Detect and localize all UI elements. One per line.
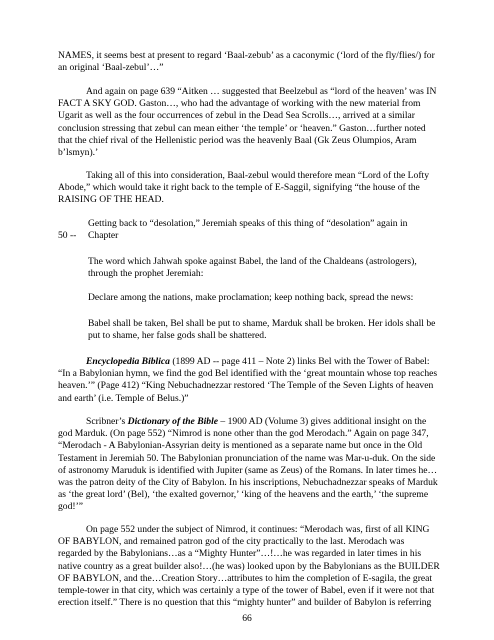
encyclopedia-title: Encyclopedia Biblica [86, 356, 170, 367]
chapter-reference: 50 -- [58, 230, 77, 241]
paragraph-5 [58, 356, 440, 405]
paragraph-6 [58, 416, 440, 514]
dictionary-title: Dictionary of the Bible [127, 416, 218, 427]
paragraph-6-prefix: Scribner’s [86, 416, 128, 427]
quote-3: Babel shall be taken, Bel shall be put to shame, Marduk shall be broken. Her idols shall be put to shame, her false gods shall be shattered. [88, 318, 436, 342]
quote-2: Declare among the nations, make proclamation; keep nothing back, spread the news: [88, 292, 414, 303]
paragraph-5-body: (1899 AD -- page 411 – Note 2) links Bel with the Tower of Babel: “In a Babylonian hymn, we find the god Bel identified with the ‘great mountain whose top reaches heaven.’” (Page 412) “King Nebuchadnezzar restored ‘The Temple of the Seven Lights of heaven and earth’ (i.e. Temple of Belus.)” [58, 356, 438, 404]
paragraph-2: And again on page 639 “Aitken … suggested that Beelzebul as “lord of the heaven’ was IN FACT A SKY GOD. Gaston…, who had the advantage of working with the new material from Ugarit as well as the four occurrences of zebul in the Dead Sea Scrolls…, arrived at a similar conclusion stressing that zebul can mean either ‘the temple’ or ‘heaven.” Gaston…further noted that the chief rival of the Hellenistic period was the heavenly Baal (Gk Zeus Olumpios, Aram b’lsmyn).’ [58, 86, 437, 159]
page-number: 66 [242, 613, 252, 624]
quote-1: The word which Jahwah spoke against Babel, the land of the Chaldeans (astrologers), through the prophet Jeremiah: [88, 256, 417, 280]
paragraph-3: Taking all of this into consideration, Baal-zebul would therefore mean “Lord of the Lofty Abode,” which would take it right back to the temple of E-Saggil, signifying “the house of the RAISING OF THE HEAD. [58, 170, 429, 206]
paragraph-4: Getting back to “desolation,” Jeremiah speaks of this thing of “desolation” again in Chapter [88, 218, 408, 242]
paragraph-7: On page 552 under the subject of Nimrod, it continues: “Merodach was, first of all KING OF BABYLON, and remained patron god of the city practically to the last. Merodach was regarded by the Babylonians…as a “Mighty Hunter”…!…he was regarded in later times in his native country as a great builder also!…(he was) looked upon by the Babylonians as the BUILDER OF BABYLON, and the…Creation Story…attributes to him the completion of E-sagila, the great temple-tower in that city, which was certainly a type of the tower of Babel, even if it were not that erection itself.” There is no question that this “mighty hunter” and builder of Babylon is referring [58, 524, 440, 609]
paragraph-1: NAMES, it seems best at present to regard ‘Baal-zebub’ as a caconymic (‘lord of the fly/flies/) for an original ‘Baal-zebul’…” [58, 50, 435, 74]
paragraph-6-body: – 1900 AD (Volume 3) gives additional insight on the god Marduk. (On page 552) “Nimrod is none other than the god Merodach.” Again on page 347, “Merodach - A Babylonian-Assyrian deity is mentioned as a separate name but once in the Old Testament in Jeremiah 50. The Babylonian pronunciation of the name was Mar-u-duk. On the side of astronomy Maruduk is identified with Jupiter (same as Zeus) of the Romans. In later times he…was the patron deity of the City of Babylon. In his inscriptions, Nebuchadnezzar speaks of Marduk as ‘the great lord’ (Bel), ‘the exalted governor,’ ‘king of the heavens and the earth,’ ‘the supreme god!’” [58, 416, 438, 513]
